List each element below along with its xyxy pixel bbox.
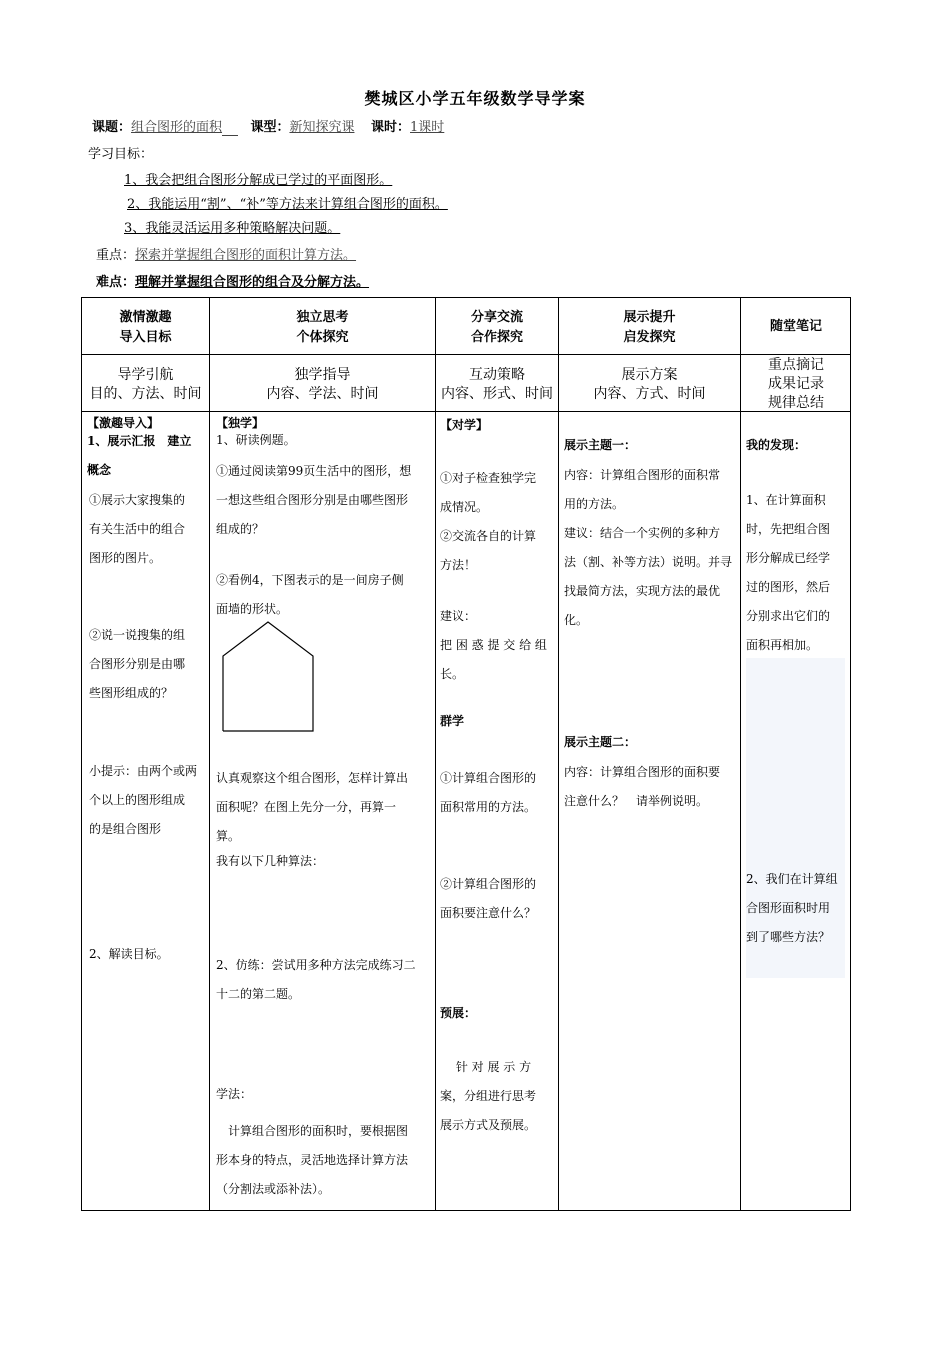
col3-paragraph: [440, 764, 536, 822]
text-line: 建议：: [440, 609, 477, 623]
hours-value: 1课时: [410, 120, 445, 135]
col1-tip: [89, 757, 197, 844]
row-divider: [82, 411, 850, 412]
col1-section: 1、展示汇报 建立: [87, 434, 192, 448]
text-line: 计算组合图形的面积时，要根据图: [216, 1124, 409, 1138]
text-line: 2、仿练：尝试用多种方法完成练习二: [216, 958, 416, 972]
text-line: 内容：计算组合图形的面积要: [564, 765, 721, 779]
header-line: 启发探究: [623, 330, 676, 345]
col3-paragraph: [440, 1053, 536, 1140]
text-line: 算。: [216, 829, 241, 843]
text-line: 形本身的特点，灵活地选择计算方法: [216, 1153, 409, 1167]
header-line: 展示提升: [623, 310, 676, 325]
header-cell-3: [436, 308, 558, 348]
text-line: 有关生活中的组合: [89, 522, 186, 536]
col-divider: [558, 298, 559, 1210]
header-line: 合作探究: [470, 330, 523, 345]
col4-topic-two: 展示主题二：: [564, 735, 637, 749]
subheader-line: 独学指导: [294, 367, 351, 383]
text-line: 小提示：由两个或两: [89, 764, 198, 778]
text-line: 到了哪些方法？: [746, 930, 831, 944]
text-line: 长。: [440, 667, 465, 681]
goal-item-2: 2、我能运用“割”、“补”等方法来计算组合图形的面积。: [127, 197, 448, 212]
col-divider: [740, 298, 741, 1210]
text-line: ①展示大家搜集的: [89, 493, 186, 507]
header-line: 分享交流: [470, 310, 523, 325]
subheader-line: 展示方案: [621, 367, 678, 383]
subheader-line: 目的、方法、时间: [89, 386, 202, 402]
text-line: 一想这些组合图形分别是由哪些图形: [216, 493, 409, 507]
col2-paragraph: [216, 566, 404, 624]
text-line: 面积要注意什么？: [440, 906, 537, 920]
col2-paragraph: [216, 764, 408, 871]
page-title: 樊城区小学五年级数学导学案: [364, 89, 586, 108]
subheader-line: 重点摘记: [768, 357, 824, 373]
goals-heading: 学习目标：: [88, 147, 154, 162]
header-line: 个体探究: [296, 330, 349, 345]
text-line: ①对子检查独学完: [440, 471, 537, 485]
header-line: 随堂笔记: [769, 319, 822, 334]
col2-heading: 【独学】: [216, 416, 265, 430]
text-line: 些图形组成的？: [89, 686, 174, 700]
text-line: 时，先把组合图: [746, 522, 831, 536]
topic-value: 组合图形的面积: [131, 120, 223, 135]
col3-preview-heading: 预展：: [440, 1006, 477, 1020]
text-line: 十二的第二题。: [216, 987, 301, 1001]
house-wall-figure: [218, 620, 318, 735]
hours-label: 课时：: [371, 120, 411, 135]
text-line: 个以上的图形组成: [89, 793, 186, 807]
topic-underline-pad: [222, 120, 238, 136]
subheader-line: 内容、形式、时间: [441, 386, 553, 402]
text-line: ①通过阅读第99页生活中的图形，想: [216, 464, 412, 478]
text-line: （分割法或添补法）。: [216, 1182, 331, 1196]
text-line: 合图形分别是由哪: [89, 657, 186, 671]
difficulty-value: 理解并掌握组合图形的组合及分解方法。: [135, 275, 370, 290]
header-cell-2: [210, 308, 435, 348]
col1-heading: 【激趣导入】: [87, 416, 160, 430]
text-line: 面积再相加。: [746, 638, 819, 652]
col2-paragraph: [216, 457, 411, 544]
header-cell-4: [559, 308, 740, 348]
difficulty-label: 难点：: [96, 275, 136, 290]
text-line: 分别求出它们的: [746, 609, 831, 623]
subheader-cell-2: [210, 366, 435, 404]
subheader-line: 互动策略: [469, 367, 525, 383]
col3-paragraph: [440, 464, 536, 580]
header-line: 激情激趣: [119, 310, 172, 325]
text-line: ②说一说搜集的组: [89, 628, 186, 642]
subheader-line: 成果记录: [768, 376, 824, 392]
subheader-cell-4: [559, 366, 740, 404]
col1-paragraph: 2、解读目标。: [89, 947, 169, 961]
type-label: 课型：: [250, 120, 290, 135]
text-line: 面积呢？在图上先分一分，再算一: [216, 800, 397, 814]
pentagon-outline: [223, 622, 313, 731]
header-line: 独立思考: [296, 310, 349, 325]
col4-topic-one: 展示主题一：: [564, 438, 637, 452]
text-line: 2、我们在计算组: [746, 872, 838, 886]
text-line: ②看例4，下图表示的是一间房子侧: [216, 573, 404, 587]
row-divider: [82, 354, 850, 355]
col2-paragraph: [216, 1117, 408, 1204]
col2-paragraph: [216, 951, 416, 1009]
header-cell-1: [82, 308, 209, 348]
header-line: 导入目标: [119, 330, 172, 345]
col5-paragraph: [746, 486, 830, 660]
text-line: 用的方法。: [564, 497, 625, 511]
focus-line: [96, 244, 356, 263]
col3-paragraph: [440, 870, 536, 928]
col2-method-label: 学法：: [216, 1087, 253, 1101]
text-line: 把 困 惑 提 交 给 组: [440, 638, 547, 652]
subheader-cell-3: [436, 366, 558, 404]
text-line: 合图形面积时用: [746, 901, 831, 915]
subheader-line: 内容、方式、时间: [593, 386, 706, 402]
focus-value: 探索并掌握组合图形的面积计算方法。: [135, 248, 357, 263]
text-line: 化。: [564, 613, 589, 627]
type-value: 新知探究课: [289, 120, 355, 135]
col5-paragraph: [746, 865, 838, 952]
text-line: 注意什么？ 请举例说明。: [564, 794, 709, 808]
col1-paragraph: [89, 621, 185, 708]
text-line: 法（割、补等方法）说明。并寻: [564, 555, 733, 569]
text-line: 方法！: [440, 558, 477, 572]
text-line: 过的图形，然后: [746, 580, 831, 594]
col2-section: 1、研读例题。: [216, 433, 296, 447]
text-line: 形分解成已经学: [746, 551, 831, 565]
text-line: 成情况。: [440, 500, 489, 514]
subheader-line: 内容、学法、时间: [266, 386, 379, 402]
text-line: 认真观察这个组合图形，怎样计算出: [216, 771, 409, 785]
text-line: 案，分组进行思考: [440, 1089, 537, 1103]
col1-section: 概念: [87, 463, 112, 477]
col-divider: [435, 298, 436, 1210]
text-line: ①计算组合图形的: [440, 771, 537, 785]
text-line: 我有以下几种算法：: [216, 854, 325, 868]
text-line: 找最简方法，实现方法的最优: [564, 584, 721, 598]
text-line: 建议：结合一个实例的多种方: [564, 526, 721, 540]
col-divider: [209, 298, 210, 1210]
subheader-cell-1: [82, 366, 209, 404]
text-line: 展示方式及预展。: [440, 1118, 537, 1132]
text-line: 组成的？: [216, 522, 265, 536]
goal-item-1: 1、我会把组合图形分解成已学过的平面图形。: [124, 173, 393, 188]
col5-heading: 我的发现：: [746, 438, 807, 452]
topic-label: 课题：: [92, 120, 132, 135]
text-line: ②计算组合图形的: [440, 877, 537, 891]
text-line: 1、在计算面积: [746, 493, 826, 507]
subheader-cell-5: [741, 356, 851, 413]
text-line: 的是组合图形: [89, 822, 162, 836]
subheader-line: 导学引航: [117, 367, 174, 383]
col3-suggestion: [440, 602, 547, 689]
header-cell-5: [741, 317, 851, 337]
text-line: 内容：计算组合图形的面积常: [564, 468, 721, 482]
subheader-line: 规律总结: [768, 395, 824, 411]
difficulty-line: [96, 271, 369, 290]
col4-paragraph: [564, 758, 720, 816]
col3-heading: 【对学】: [440, 418, 489, 432]
text-line: 面积常用的方法。: [440, 800, 537, 814]
col3-group-heading: 群学: [440, 714, 465, 728]
lesson-meta: [92, 116, 444, 136]
col1-paragraph: [89, 486, 185, 573]
text-line: ②交流各自的计算: [440, 529, 537, 543]
text-line: 针 对 展 示 方: [440, 1060, 532, 1074]
text-line: 图形的图片。: [89, 551, 162, 565]
col4-paragraph: [564, 461, 732, 635]
text-line: 面墙的形状。: [216, 602, 289, 616]
focus-label: 重点：: [96, 248, 136, 263]
goal-item-3: 3、我能灵活运用多种策略解决问题。: [124, 221, 341, 236]
